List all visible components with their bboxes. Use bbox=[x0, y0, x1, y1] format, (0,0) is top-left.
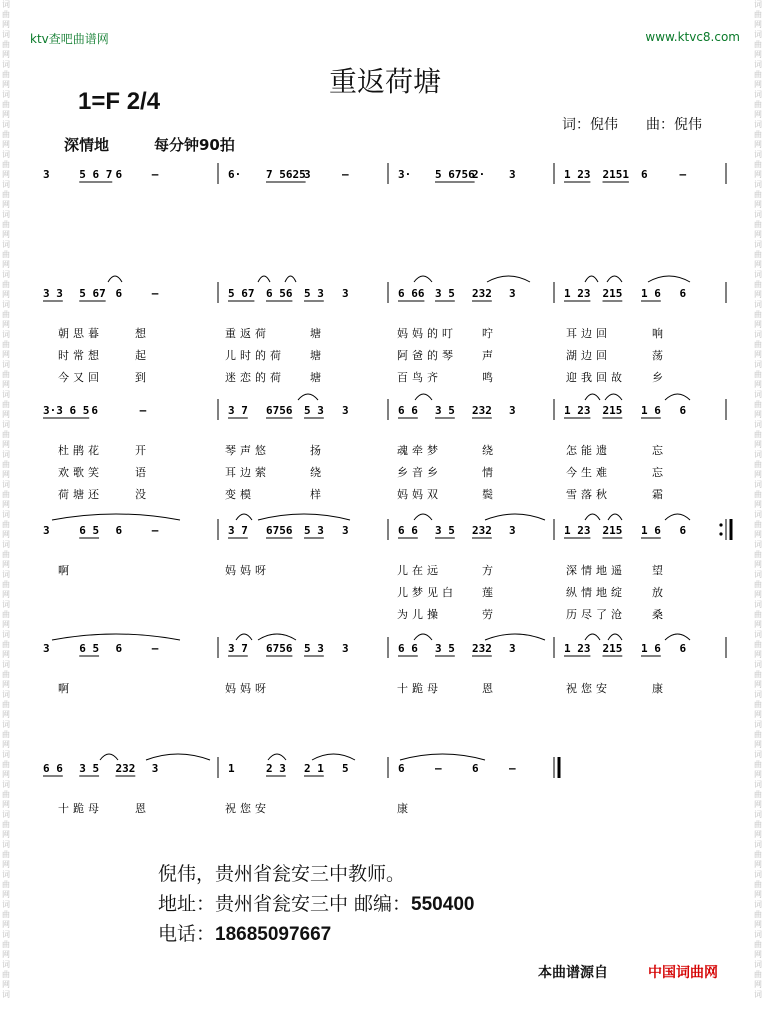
lyric-text: 耳边萦 bbox=[225, 466, 270, 479]
slur-arc bbox=[607, 276, 622, 282]
song-title: 重返荷塘 bbox=[328, 65, 441, 98]
lyric-text: 啊 bbox=[58, 564, 73, 577]
note-group: 6 56 bbox=[266, 287, 293, 300]
slur-arc bbox=[415, 394, 432, 400]
note-group: 3 bbox=[342, 287, 349, 300]
lyric-text: 儿在远 bbox=[397, 564, 442, 577]
lyric-text: 语 bbox=[135, 466, 150, 479]
note-group: 6 6 bbox=[398, 404, 418, 417]
note-group: 5 67 bbox=[228, 287, 255, 300]
lyric-text: 湖边回 bbox=[566, 349, 611, 362]
header-site-url[interactable]: www.ktvc8.com bbox=[645, 30, 740, 44]
lyric-text: 鸣 bbox=[482, 371, 497, 384]
lyric-text: 响 bbox=[652, 327, 667, 340]
footer-address bbox=[158, 889, 474, 916]
slur-arc bbox=[608, 514, 622, 520]
note-group: 6756 bbox=[266, 404, 293, 417]
lyric-text: 杜鹃花 bbox=[58, 444, 103, 457]
note-group: 6 bbox=[679, 404, 687, 417]
footer-phone bbox=[158, 919, 331, 946]
lyric-text: 荷塘还 bbox=[58, 488, 103, 501]
note-group: – bbox=[139, 404, 147, 417]
header-site-name[interactable]: ktv查吧曲谱网 bbox=[30, 32, 109, 46]
note-group: 3 bbox=[509, 524, 516, 537]
note-group: 5 3 bbox=[304, 524, 324, 537]
lyric-text: 荡 bbox=[652, 349, 667, 362]
footer-phone-label: 电话： bbox=[158, 923, 216, 945]
song-expression: 深情地 bbox=[64, 136, 110, 154]
lyric-text: 百鸟齐 bbox=[397, 371, 442, 384]
note-group: 2151 bbox=[602, 168, 629, 181]
slur-arc bbox=[648, 276, 690, 282]
note-group: 3 bbox=[509, 287, 516, 300]
note-group: 2 3 bbox=[266, 762, 286, 775]
lyric-text: 为儿操 bbox=[397, 608, 442, 621]
slur-arc bbox=[665, 394, 690, 400]
slur-arc bbox=[585, 276, 598, 282]
note-group: 5 3 bbox=[304, 287, 324, 300]
song-key: 1=F 2/4 bbox=[78, 88, 161, 115]
note-group: 3 bbox=[509, 404, 516, 417]
note-group: 6 bbox=[91, 404, 98, 417]
note-group: 215 bbox=[602, 524, 623, 537]
lyric-text: 纵情地绽 bbox=[566, 586, 626, 599]
lyric-text: 康 bbox=[652, 682, 667, 695]
note-group: 6 6 bbox=[398, 524, 418, 537]
note-group: 6756 bbox=[266, 642, 293, 655]
lyric-text: 儿梦见白 bbox=[397, 586, 457, 599]
note-group: 3 bbox=[509, 168, 516, 181]
note-group: 5 6756 bbox=[435, 168, 475, 181]
slur-arc bbox=[146, 754, 210, 760]
lyric-text: 十跪母 bbox=[58, 802, 103, 815]
note-group: 1 23 bbox=[564, 404, 591, 417]
note-group: – bbox=[151, 524, 159, 537]
slur-arc bbox=[414, 514, 432, 520]
lyric-text: 声 bbox=[482, 349, 497, 362]
lyric-text: 祝您安 bbox=[566, 682, 611, 695]
note-group: 215 bbox=[602, 404, 623, 417]
note-group: 1 23 bbox=[564, 642, 591, 655]
lyric-text: 忘 bbox=[652, 466, 667, 479]
lyric-text: 莲 bbox=[482, 586, 497, 599]
lyric-text: 历尽了沧 bbox=[566, 608, 626, 621]
footer-postcode: 550400 bbox=[411, 894, 475, 915]
note-group: 215 bbox=[602, 287, 623, 300]
note-group: 6 bbox=[641, 168, 648, 181]
note-group: 7 5625 bbox=[266, 168, 306, 181]
note-group: 6 6 bbox=[398, 642, 418, 655]
lyric-text: 魂牵梦 bbox=[397, 444, 442, 457]
lyric-text: 欢歌笑 bbox=[58, 466, 103, 479]
note-group: 5 6 7 bbox=[79, 168, 113, 181]
note-group: 3 5 bbox=[435, 287, 455, 300]
lyric-text: 康 bbox=[397, 802, 412, 815]
note-group: 1 bbox=[228, 762, 235, 775]
note-group: 6 bbox=[679, 287, 687, 300]
slur-arc bbox=[665, 514, 690, 520]
lyric-text: 祝您安 bbox=[225, 802, 270, 815]
note-group: 1 23 bbox=[564, 287, 591, 300]
lyric-text: 到 bbox=[135, 371, 150, 384]
note-group: 3 5 bbox=[435, 642, 455, 655]
note-group: 232 bbox=[472, 524, 492, 537]
slur-arc bbox=[236, 514, 252, 520]
note-group: 6 5 bbox=[79, 524, 100, 537]
note-group: 3 bbox=[43, 524, 50, 537]
lyric-text: 咛 bbox=[482, 327, 497, 340]
lyric-text: 耳边回 bbox=[566, 327, 611, 340]
note-group: 3 5 bbox=[435, 524, 455, 537]
lyric-text: 放 bbox=[652, 586, 667, 599]
lyric-text: 乡 bbox=[652, 371, 667, 384]
note-group: – bbox=[151, 287, 159, 300]
slur-arc bbox=[485, 634, 545, 640]
slur-arc bbox=[100, 754, 118, 760]
note-group: 1 6 bbox=[641, 404, 661, 417]
note-group: 6 bbox=[115, 524, 123, 537]
slur-arc bbox=[414, 276, 432, 282]
lyric-text: 起 bbox=[135, 349, 150, 362]
lyric-text: 今又回 bbox=[58, 371, 103, 384]
slur-arc bbox=[585, 394, 600, 400]
note-group: 1 23 bbox=[564, 168, 591, 181]
lyric-text: 没 bbox=[135, 488, 150, 501]
slur-arc bbox=[485, 514, 545, 520]
slur-arc bbox=[258, 634, 296, 640]
note-group: 5 bbox=[342, 762, 349, 775]
note-group: 6 bbox=[472, 762, 479, 775]
lyric-text: 今生难 bbox=[566, 466, 611, 479]
note-group: 3 bbox=[342, 524, 349, 537]
lyric-text: 怎能遗 bbox=[566, 444, 611, 457]
source-label: 本曲谱源自 bbox=[538, 965, 608, 981]
lyric-text: 时常想 bbox=[58, 349, 103, 362]
lyric-text: 妈妈呀 bbox=[225, 564, 270, 577]
lyric-text: 忘 bbox=[652, 444, 667, 457]
note-group: – bbox=[342, 168, 349, 181]
lyric-text: 情 bbox=[482, 466, 497, 479]
lyric-text: 迎我回故 bbox=[566, 371, 626, 384]
note-group: 6756 bbox=[266, 524, 293, 537]
note-group: 1 6 bbox=[641, 642, 661, 655]
note-group: 3·3 6 5 bbox=[43, 404, 90, 417]
lyric-text: 鬓 bbox=[482, 488, 497, 501]
source-link[interactable]: 中国词曲网 bbox=[648, 965, 718, 981]
slur-arc bbox=[414, 634, 432, 640]
note-group: 3 bbox=[304, 168, 311, 181]
repeat-dot bbox=[719, 532, 722, 535]
footer-author: 倪伟，贵州省瓮安三中教师。 bbox=[158, 863, 406, 885]
slur-arc bbox=[258, 276, 270, 282]
note-group: – bbox=[435, 762, 442, 775]
lyric-text: 雪落秋 bbox=[566, 488, 611, 501]
lyric-text: 塘 bbox=[310, 349, 325, 362]
left-watermark: 词 曲 网 词 曲 网 词 曲 网 词 曲 网 词 曲 网 词 曲 网 词 曲 网 词 曲 网 词 曲 网 词 曲 网 词 曲 网 词 曲 网 词 曲 网 词 曲 网 词 曲 网 词 曲 网 词 曲 网 词 曲 网 词 曲 网 词 曲 网 词 曲 网 词 曲 网 词 曲 网 词 曲 网 词 曲 网 词 曲 网 词 曲 网 词 曲 网 词 曲 网 词 曲 网 词 曲 网 词 曲 网 词 曲 网 词 bbox=[2, 0, 10, 999]
lyric-text: 塘 bbox=[310, 371, 325, 384]
slur-arc bbox=[585, 634, 600, 640]
lyric-text: 样 bbox=[310, 488, 325, 501]
note-group: 6 bbox=[115, 642, 123, 655]
note-group: 232 bbox=[115, 762, 136, 775]
lyric-text: 妈妈的叮 bbox=[397, 327, 457, 340]
note-group: 232 bbox=[472, 404, 492, 417]
note-group: 3 5 bbox=[79, 762, 100, 775]
note-group: 3 7 bbox=[228, 524, 248, 537]
lyric-text: 劳 bbox=[482, 608, 497, 621]
note-group: 3 bbox=[342, 404, 349, 417]
slur-arc bbox=[298, 394, 318, 400]
note-group: 3 7 bbox=[228, 404, 248, 417]
lyric-text: 迷恋的荷 bbox=[225, 371, 285, 384]
slur-arc bbox=[258, 514, 350, 520]
lyric-text: 绕 bbox=[482, 444, 497, 457]
repeat-dot bbox=[719, 523, 722, 526]
lyric-text: 绕 bbox=[310, 466, 325, 479]
lyric-text: 啊 bbox=[58, 682, 73, 695]
lyric-text: 望 bbox=[652, 564, 667, 577]
slur-arc bbox=[52, 514, 180, 520]
note-group: 2 1 bbox=[304, 762, 324, 775]
note-group: 6 bbox=[115, 287, 123, 300]
note-group: – bbox=[151, 168, 159, 181]
note-group: 2· bbox=[472, 168, 486, 181]
lyric-text: 塘 bbox=[310, 327, 325, 340]
note-group: 1 6 bbox=[641, 287, 661, 300]
note-group: 3· bbox=[398, 168, 412, 181]
note-group: 232 bbox=[472, 287, 492, 300]
note-group: – bbox=[509, 762, 516, 775]
slur-arc bbox=[285, 276, 296, 282]
footer-address-text: 地址：贵州省瓮安三中 邮编： bbox=[158, 893, 412, 915]
lyric-text: 变模 bbox=[225, 488, 255, 501]
note-group: 6 bbox=[679, 524, 687, 537]
lyric-text: 十跪母 bbox=[397, 682, 442, 695]
slur-arc bbox=[665, 634, 690, 640]
note-group: – bbox=[679, 168, 687, 181]
lyric-text: 阿爸的琴 bbox=[397, 349, 457, 362]
lyric-text: 重返荷 bbox=[225, 327, 270, 340]
slur-arc bbox=[108, 276, 122, 282]
slur-arc bbox=[312, 754, 355, 760]
note-group: 6 6 bbox=[43, 762, 63, 775]
lyric-text: 恩 bbox=[135, 802, 150, 815]
song-tempo: 每分钟90拍 bbox=[154, 136, 235, 154]
lyric-text: 方 bbox=[482, 564, 497, 577]
lyric-text: 深情地遥 bbox=[566, 564, 626, 577]
lyric-text: 桑 bbox=[652, 608, 667, 621]
lyric-text: 妈妈双 bbox=[397, 488, 442, 501]
note-group: 6 bbox=[115, 168, 123, 181]
lyric-text: 妈妈呀 bbox=[225, 682, 270, 695]
note-group: 3 bbox=[43, 168, 50, 181]
note-group: 1 23 bbox=[564, 524, 591, 537]
note-group: 3 3 bbox=[43, 287, 63, 300]
slur-arc bbox=[487, 276, 530, 282]
note-group: 6 bbox=[679, 642, 687, 655]
slur-arc bbox=[585, 514, 600, 520]
note-group: 6· bbox=[228, 168, 242, 181]
lyric-text: 霜 bbox=[652, 488, 667, 501]
lyric-text: 恩 bbox=[482, 682, 497, 695]
note-group: – bbox=[151, 642, 159, 655]
note-group: 3 bbox=[509, 642, 516, 655]
lyric-text: 琴声悠 bbox=[225, 444, 270, 457]
slur-arc bbox=[236, 634, 252, 640]
note-group: 6 5 bbox=[79, 642, 100, 655]
lyric-text: 开 bbox=[135, 444, 150, 457]
note-group: 3 5 bbox=[435, 404, 455, 417]
note-group: 5 3 bbox=[304, 642, 324, 655]
note-group: 232 bbox=[472, 642, 492, 655]
slur-arc bbox=[52, 634, 180, 640]
note-group: 3 bbox=[151, 762, 159, 775]
lyric-text: 朝思暮 bbox=[58, 327, 103, 340]
right-watermark: 词 曲 网 词 曲 网 词 曲 网 词 曲 网 词 曲 网 词 曲 网 词 曲 网 词 曲 网 词 曲 网 词 曲 网 词 曲 网 词 曲 网 词 曲 网 词 曲 网 词 曲 网 词 曲 网 词 曲 网 词 曲 网 词 曲 网 词 曲 网 词 曲 网 词 曲 网 词 曲 网 词 曲 网 词 曲 网 词 曲 网 词 曲 网 词 曲 网 词 曲 网 词 曲 网 词 曲 网 词 曲 网 词 曲 网 词 bbox=[754, 0, 762, 999]
footer-phone-number: 18685097667 bbox=[215, 924, 332, 945]
note-group: 6 66 bbox=[398, 287, 425, 300]
note-group: 3 bbox=[342, 642, 349, 655]
song-credits: 词：倪伟 曲：倪伟 bbox=[562, 117, 702, 133]
slur-arc bbox=[400, 754, 485, 760]
lyric-text: 想 bbox=[135, 327, 150, 340]
slur-arc bbox=[608, 634, 622, 640]
note-group: 5 67 bbox=[79, 287, 106, 300]
note-group: 215 bbox=[602, 642, 623, 655]
slur-arc bbox=[268, 754, 286, 760]
lyric-text: 扬 bbox=[310, 444, 325, 457]
lyric-text: 儿时的荷 bbox=[225, 349, 285, 362]
note-group: 5 3 bbox=[304, 404, 324, 417]
lyric-text: 乡音乡 bbox=[397, 466, 442, 479]
note-group: 6 bbox=[398, 762, 405, 775]
note-group: 3 bbox=[43, 642, 50, 655]
slur-arc bbox=[605, 394, 622, 400]
note-group: 3 7 bbox=[228, 642, 248, 655]
note-group: 1 6 bbox=[641, 524, 661, 537]
